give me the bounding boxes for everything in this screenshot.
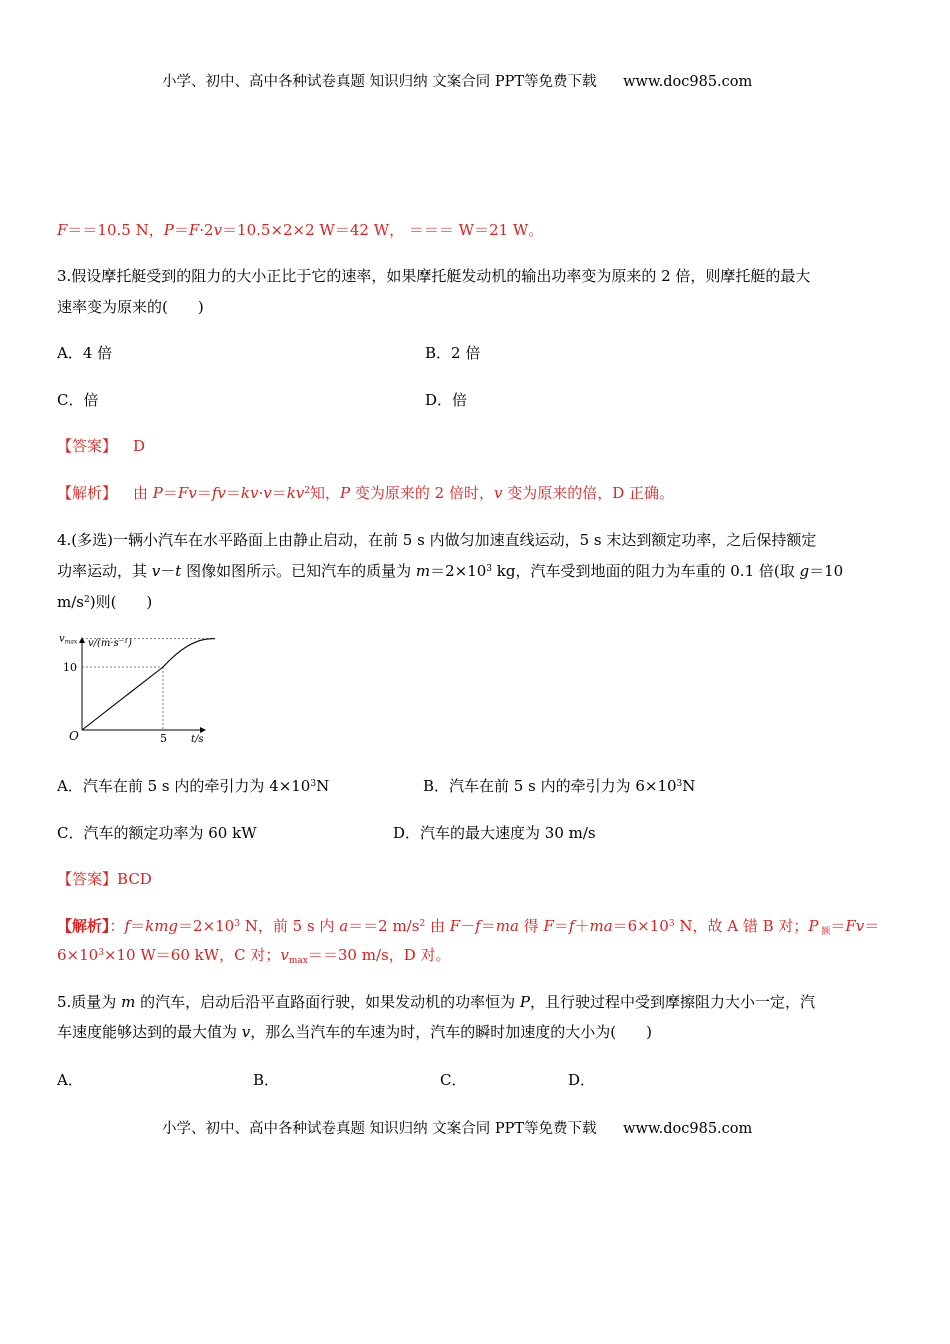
q4-stem-line1: 4.(多选)一辆小汽车在水平路面上由静止启动，在前 5 s 内做匀加速直线运动，5 s 末达到额定功率，之后保持额定	[57, 531, 817, 549]
vmax-sub: max	[64, 638, 78, 646]
var: v	[151, 562, 161, 580]
tick-label-5: 5	[160, 732, 167, 744]
answer-value: BCD	[117, 870, 152, 888]
analysis-label: 【解析】	[57, 917, 110, 935]
analysis-label: 【解析】	[57, 484, 118, 502]
q5-option-b: B．	[253, 1071, 280, 1089]
origin-label: O	[69, 729, 79, 743]
q3-option-c: C．倍	[57, 391, 99, 409]
text: ×10 W＝60 kW，C 对；	[103, 946, 281, 964]
text: A．汽车在前 5 s 内的牵引力为 4×10	[57, 777, 311, 795]
text: N，前 5 s 内	[239, 917, 340, 935]
text: ＝＝2 m/s	[348, 917, 420, 935]
superscript: 3	[98, 948, 104, 958]
footer-url: www.doc985.com	[623, 1121, 753, 1137]
q4-option-b	[423, 775, 695, 796]
text: －	[460, 917, 476, 935]
var: v	[241, 1023, 251, 1041]
text: 功率运动，其	[57, 562, 152, 580]
q3-option-b: B．2 倍	[425, 344, 481, 362]
text: N	[316, 777, 330, 795]
prev-solution-line	[57, 219, 543, 240]
q3-option-d: D．倍	[425, 391, 468, 409]
superscript: 3	[234, 919, 240, 929]
text: ＝10	[809, 562, 844, 580]
tick-label-10: 10	[63, 661, 77, 674]
q3-stem-line1: 3.假设摩托艇受到的阻力的大小正比于它的速率，如果摩托艇发动机的输出功率变为原来的 2 倍，则摩托艇的最大	[57, 267, 811, 285]
superscript: 3	[486, 564, 493, 574]
var: Fv	[845, 917, 865, 935]
q5-option-c: C．	[440, 1071, 467, 1089]
var: g	[799, 562, 810, 580]
var: P	[152, 484, 163, 502]
text: 由	[425, 917, 450, 935]
x-axis-label: t/s	[191, 734, 204, 744]
answer-label: 【答案】	[57, 437, 118, 455]
vmax-v: v	[59, 633, 65, 645]
subscript: 额	[818, 927, 831, 937]
text: kg，汽车受到地面的阻力为车重的 0.1 倍(取	[492, 562, 800, 580]
text: ＋	[574, 917, 590, 935]
text: 车速度能够达到的最大值为	[57, 1023, 242, 1041]
vt-series-line	[82, 639, 215, 730]
var: fv	[211, 484, 226, 502]
text: ·	[258, 484, 264, 502]
q5-option-d: D．	[568, 1071, 596, 1089]
text: ＝	[196, 484, 212, 502]
text: ＝	[130, 917, 146, 935]
text: ＝10.5×2×2 W＝42 W， ＝＝＝ W＝21 W。	[222, 221, 544, 239]
text: 6×10	[57, 946, 99, 964]
superscript: 3	[310, 779, 317, 789]
var: v	[494, 484, 503, 502]
var-f: F	[188, 221, 200, 239]
var-p: P	[163, 221, 174, 239]
text: ＝	[162, 484, 178, 502]
superscript: 2	[83, 595, 90, 605]
q4-stem-line3	[57, 591, 152, 612]
answer-label: 【答案】	[57, 870, 118, 888]
text: 由	[133, 484, 153, 502]
q5-stem-line2	[57, 1021, 652, 1042]
text: ，那么当汽车的车速为时，汽车的瞬时加速度的大小为( )	[250, 1023, 652, 1041]
var: a	[339, 917, 349, 935]
vt-chart	[55, 632, 215, 744]
q4-option-a	[57, 775, 329, 796]
q3-option-a: A．4 倍	[57, 344, 113, 362]
text: m/s	[57, 593, 84, 611]
var: P	[519, 993, 530, 1011]
text: ＝	[225, 484, 241, 502]
var: f	[568, 917, 575, 935]
text: N，故 A 错 B 对；	[674, 917, 809, 935]
header-text: 小学、初中、高中各种试卷真题 知识归纳 文案合同 PPT等免费下载	[162, 74, 597, 90]
text: B．汽车在前 5 s 内的牵引力为 6×10	[423, 777, 677, 795]
text: ＝	[864, 917, 880, 935]
var: kv	[240, 484, 259, 502]
superscript: 3	[676, 779, 683, 789]
text: 得	[518, 917, 544, 935]
text: 5.质量为	[57, 993, 122, 1011]
text: ＝＝10.5 N，	[67, 221, 164, 239]
var: kmg	[145, 917, 179, 935]
text: ＝	[830, 917, 846, 935]
text: ＝	[480, 917, 496, 935]
q5-stem-line1	[57, 991, 815, 1012]
subscript: max	[288, 956, 308, 966]
var: F	[543, 917, 554, 935]
q3-answer	[57, 435, 145, 456]
text: 变为原来的倍，D 正确。	[502, 484, 675, 502]
y-axis-label: v/(m·s⁻¹)	[88, 638, 132, 649]
text: ＝2×10	[178, 917, 235, 935]
text: ，且行驶过程中受到摩擦阻力大小一定，汽	[529, 993, 815, 1011]
text: ＝	[553, 917, 569, 935]
var-v: v	[213, 221, 223, 239]
var: ma	[589, 917, 613, 935]
footer-text: 小学、初中、高中各种试卷真题 知识归纳 文案合同 PPT等免费下载	[162, 1121, 597, 1137]
var: kv	[286, 484, 305, 502]
superscript: 2	[419, 919, 426, 929]
q3-stem-line2: 速率变为原来的( )	[57, 298, 204, 316]
q4-answer	[57, 868, 152, 889]
superscript: 2	[304, 486, 311, 496]
text: －	[160, 562, 176, 580]
q4-analysis-line1	[57, 915, 879, 936]
var: Fv	[177, 484, 197, 502]
tick-label-vmax	[59, 634, 78, 646]
var: m	[415, 562, 431, 580]
q4-stem-line2	[57, 560, 843, 581]
var: f	[124, 917, 131, 935]
var: P	[340, 484, 351, 502]
text: )则( )	[89, 593, 153, 611]
var: m	[121, 993, 136, 1011]
text: 知，	[310, 484, 341, 502]
superscript: 3	[668, 919, 675, 929]
var: ma	[495, 917, 519, 935]
q4-analysis-line2	[57, 944, 451, 965]
text: ＝2×10	[430, 562, 487, 580]
q4-option-c: C．汽车的额定功率为 60 kW	[57, 824, 257, 842]
var: P	[808, 917, 819, 935]
var: t	[175, 562, 182, 580]
var-f: F	[57, 221, 68, 239]
var: v	[280, 946, 289, 964]
text: ＝	[271, 484, 287, 502]
var: v	[263, 484, 272, 502]
var: F	[449, 917, 461, 935]
answer-value: D	[133, 437, 146, 455]
text: 变为原来的 2 倍时，	[350, 484, 494, 502]
text: ＝6×10	[612, 917, 669, 935]
text: 图像如图所示。已知汽车的质量为	[181, 562, 416, 580]
page-header	[162, 70, 752, 91]
header-url: www.doc985.com	[623, 74, 753, 90]
text: ·2	[199, 221, 214, 239]
q4-option-d: D．汽车的最大速度为 30 m/s	[393, 824, 596, 842]
text: ：	[109, 917, 125, 935]
page-footer	[162, 1117, 752, 1138]
text: 的汽车，启动后沿平直路面行驶，如果发动机的功率恒为	[135, 993, 520, 1011]
var: f	[475, 917, 481, 935]
text: N	[682, 777, 696, 795]
q5-option-a: A．	[57, 1071, 83, 1089]
text: ＝	[173, 221, 189, 239]
text: ＝＝30 m/s，D 对。	[307, 946, 451, 964]
q3-analysis	[57, 482, 674, 503]
